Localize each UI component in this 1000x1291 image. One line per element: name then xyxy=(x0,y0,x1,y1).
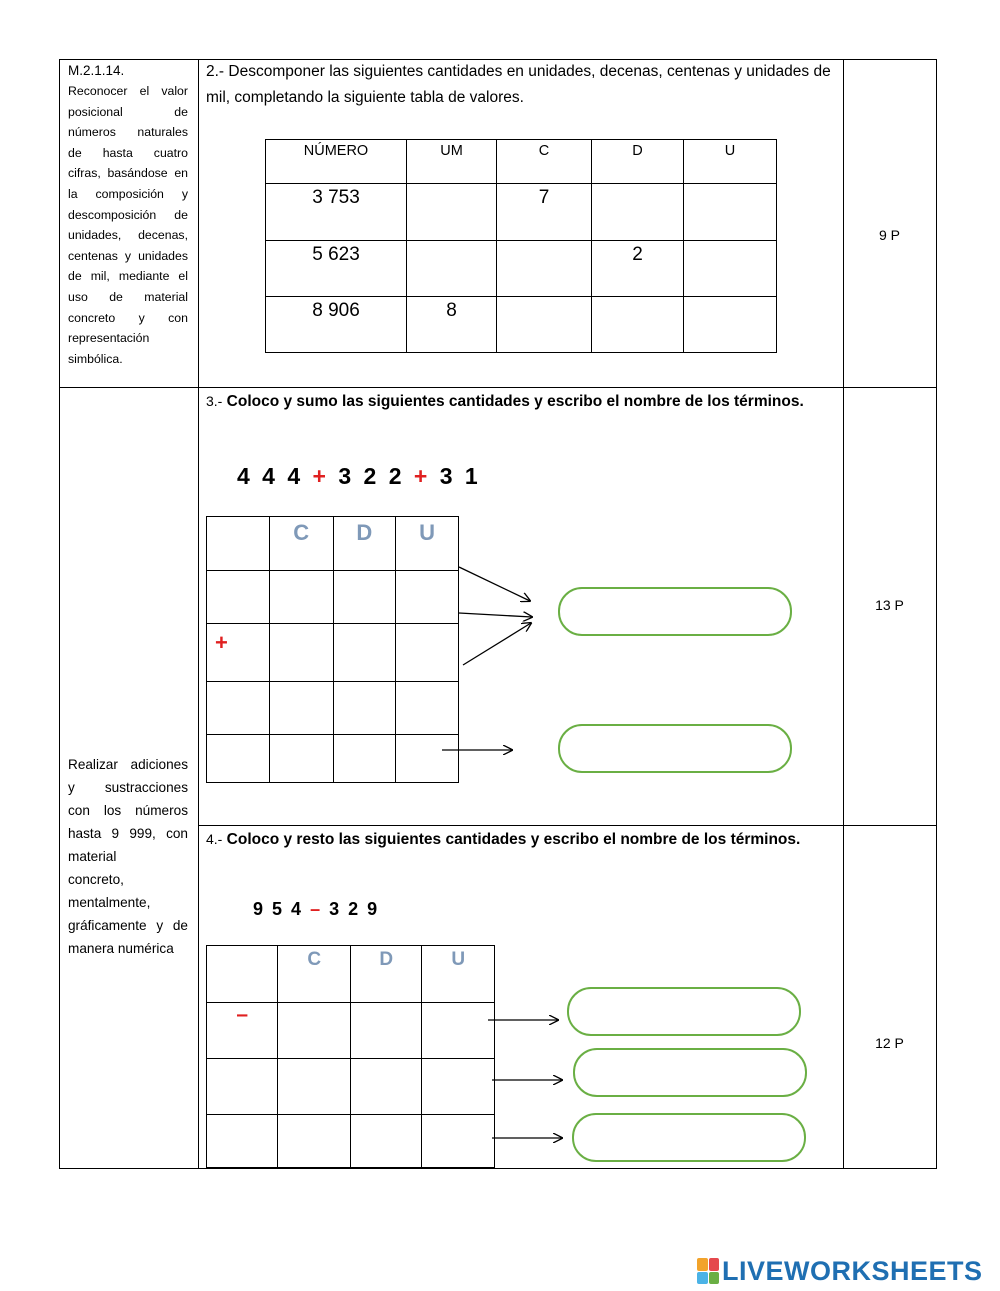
criterion-line: la composición y xyxy=(68,186,188,201)
grid-cell[interactable] xyxy=(269,682,333,735)
grid-header-d: D xyxy=(350,946,422,1003)
grid-header-c: C xyxy=(269,517,333,571)
place-value-table xyxy=(265,139,777,353)
grid-cell[interactable] xyxy=(269,624,333,682)
header-d: D xyxy=(592,140,684,184)
grid-cell[interactable] xyxy=(207,682,270,735)
grid-line-left xyxy=(59,59,60,1169)
addend-1: 4 4 4 xyxy=(237,463,304,489)
addition-grid xyxy=(206,516,459,783)
addition-arrows xyxy=(430,555,560,765)
grid-cell[interactable] xyxy=(269,735,333,783)
addend-2: 3 2 2 xyxy=(338,463,405,489)
number-cell: 5 623 xyxy=(266,241,407,297)
header-um: UM xyxy=(407,140,497,184)
criterion-line: manera numérica xyxy=(68,941,174,956)
grid-cell[interactable] xyxy=(269,571,333,624)
question-2: 2.- Descomponer las siguientes cantidades en unidades, decenas, centenas y unidades de mil, completando la siguiente tabla de valores. xyxy=(206,63,831,106)
grid-line-right xyxy=(936,59,937,1169)
header-numero: NÚMERO xyxy=(266,140,407,184)
grid-cell xyxy=(207,517,270,571)
criterion-text-2 xyxy=(68,753,188,960)
term-answer-box[interactable] xyxy=(558,724,792,773)
criterion-line: unidades, decenas, xyxy=(68,228,188,243)
arrow-icon xyxy=(463,623,531,665)
question-4-number: 4.- xyxy=(206,831,223,847)
grid-cell[interactable] xyxy=(278,1059,351,1115)
question-4-instruction: Coloco y resto las siguientes cantidades y escribo el nombre de los términos. xyxy=(226,831,801,848)
input-cell-um[interactable] xyxy=(407,241,497,297)
input-cell-um[interactable] xyxy=(407,184,497,241)
subtraction-operation xyxy=(253,899,379,920)
points-row3: 12 P xyxy=(875,1035,904,1051)
grid-header-u: U xyxy=(422,946,495,1003)
grid-cell[interactable] xyxy=(278,1115,351,1168)
criterion-line: material xyxy=(68,849,117,864)
grid-line-col1 xyxy=(198,59,199,1169)
criterion-line: representación xyxy=(68,331,150,346)
criterion-line: concreto, xyxy=(68,872,124,887)
criterion-line: descomposición de xyxy=(68,207,188,222)
input-cell-d[interactable] xyxy=(592,297,684,353)
header-c: C xyxy=(497,140,592,184)
minus-sign: – xyxy=(310,899,323,919)
input-cell-c[interactable]: 7 xyxy=(497,184,592,241)
subtrahend: 3 2 9 xyxy=(329,899,380,919)
criterion-line: de hasta cuatro xyxy=(68,145,188,160)
question-4 xyxy=(206,826,836,853)
criterion-line: centenas y unidades xyxy=(68,248,188,263)
liveworksheets-logo xyxy=(697,1254,983,1288)
grid-line-col2 xyxy=(843,59,844,1169)
grid-cell[interactable] xyxy=(350,1115,422,1168)
criterion-line: mentalmente, xyxy=(68,895,151,910)
subtraction-arrows xyxy=(480,1000,570,1150)
logo-badge-icon xyxy=(697,1258,719,1284)
term-answer-box[interactable] xyxy=(572,1113,806,1162)
grid-cell[interactable] xyxy=(207,735,270,783)
criterion-line: números naturales xyxy=(68,125,188,140)
input-cell-u[interactable] xyxy=(684,297,777,353)
criterion-line: de mil, mediante el xyxy=(68,269,188,284)
criterion-line: hasta 9 999, con xyxy=(68,826,188,841)
grid-cell[interactable] xyxy=(207,571,270,624)
number-cell: 8 906 xyxy=(266,297,407,353)
criterion-line: Reconocer el valor xyxy=(68,84,188,98)
number-cell: 3 753 xyxy=(266,184,407,241)
grid-cell[interactable] xyxy=(333,735,396,783)
question-3-number: 3.- xyxy=(206,393,223,409)
plus-sign-2: + xyxy=(413,463,431,489)
grid-cell[interactable] xyxy=(278,1003,351,1059)
criterion-line: gráficamente y de xyxy=(68,918,188,933)
grid-cell xyxy=(207,946,278,1003)
term-answer-box[interactable] xyxy=(573,1048,807,1097)
term-answer-box[interactable] xyxy=(558,587,792,636)
criterion-line: concreto y con xyxy=(68,310,188,325)
grid-cell[interactable] xyxy=(207,1115,278,1168)
input-cell-um[interactable]: 8 xyxy=(407,297,497,353)
grid-line-bottom xyxy=(59,1168,937,1169)
criterion-line: Realizar adiciones xyxy=(68,757,188,772)
grid-cell[interactable] xyxy=(350,1003,422,1059)
grid-header-c: C xyxy=(278,946,351,1003)
question-3 xyxy=(206,388,836,415)
grid-header-d: D xyxy=(333,517,396,571)
arrow-icon xyxy=(459,613,532,617)
table-row xyxy=(266,184,777,241)
input-cell-d[interactable] xyxy=(592,184,684,241)
grid-cell[interactable] xyxy=(333,571,396,624)
input-cell-c[interactable] xyxy=(497,297,592,353)
question-3-instruction: Coloco y sumo las siguientes cantidades y escribo el nombre de los términos. xyxy=(226,393,804,410)
subtraction-grid xyxy=(206,945,495,1168)
input-cell-c[interactable] xyxy=(497,241,592,297)
criterion-line: posicional de xyxy=(68,104,188,119)
input-cell-d[interactable]: 2 xyxy=(592,241,684,297)
grid-plus-sign: + xyxy=(207,624,270,682)
criterion-line: simbólica. xyxy=(68,351,123,366)
addend-3: 3 1 xyxy=(439,463,481,489)
term-answer-box[interactable] xyxy=(567,987,801,1036)
criterion-line: uso de material xyxy=(68,289,188,304)
arrow-icon xyxy=(459,567,530,601)
grid-minus-sign: – xyxy=(207,1003,278,1059)
header-u: U xyxy=(684,140,777,184)
criterion-line: cifras, basándose en xyxy=(68,166,188,181)
minuend: 9 5 4 xyxy=(253,899,304,919)
input-cell-u[interactable] xyxy=(684,184,777,241)
points-row1: 9 P xyxy=(878,227,900,243)
table-row xyxy=(266,241,777,297)
grid-cell[interactable] xyxy=(207,1059,278,1115)
grid-cell[interactable] xyxy=(350,1059,422,1115)
table-row xyxy=(266,297,777,353)
brand-name: LIVEWORKSHEETS xyxy=(722,1255,983,1286)
criterion-text-1 xyxy=(68,81,188,369)
criterion-line: y sustracciones xyxy=(68,780,188,795)
criterion-line: con los números xyxy=(68,803,188,818)
addition-operation xyxy=(237,463,481,490)
input-cell-u[interactable] xyxy=(684,241,777,297)
grid-header-u: U xyxy=(396,517,459,571)
plus-sign-1: + xyxy=(312,463,329,489)
points-row2: 13 P xyxy=(875,597,904,613)
grid-cell[interactable] xyxy=(333,682,396,735)
criterion-code: M.2.1.14. xyxy=(68,63,125,78)
grid-cell[interactable] xyxy=(333,624,396,682)
